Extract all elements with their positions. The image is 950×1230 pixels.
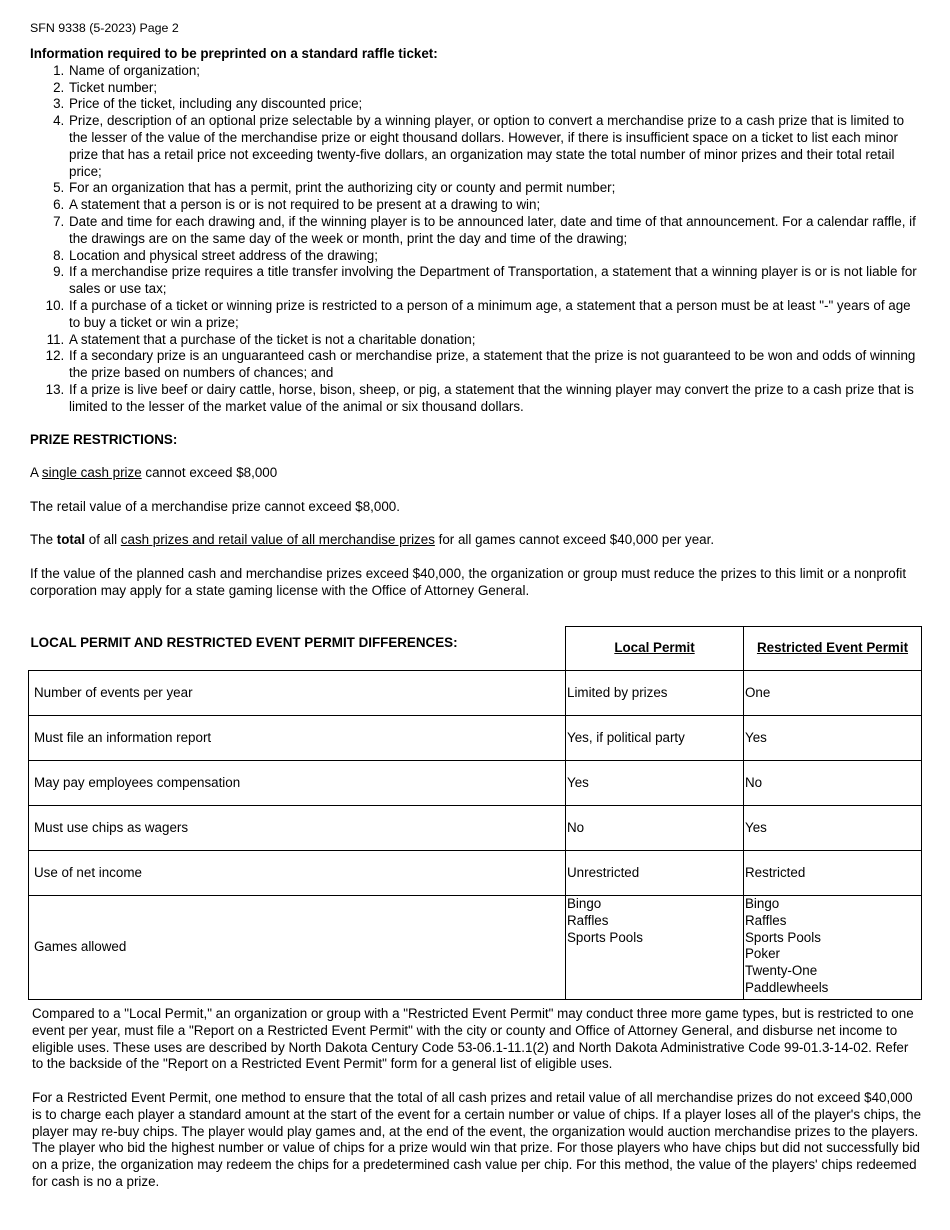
restricted-value: One	[744, 671, 922, 716]
permit-differences-table	[28, 626, 922, 1000]
local-value: Yes, if political party	[566, 716, 744, 761]
single-cash-prize-paragraph: A single cash prize cannot exceed $8,000	[30, 465, 278, 481]
form-id: SFN 9338 (5-2023) Page 2	[30, 21, 179, 35]
list-item: 12. If a secondary prize is an unguaranteed cash or merchandise prize, a statement that the prize is not guaranteed to be won and odds of winning the prize based on numbers of chances; and	[68, 348, 922, 382]
restricted-value: No	[744, 761, 922, 806]
table-header-row	[29, 627, 922, 671]
ticket-info-title: Information required to be preprinted on a standard raffle ticket:	[30, 46, 438, 61]
table-row	[29, 716, 922, 761]
column-header-restricted: Restricted Event Permit	[744, 627, 922, 671]
local-value: Unrestricted	[566, 851, 744, 896]
row-label: Number of events per year	[29, 671, 566, 716]
restricted-value: Restricted	[744, 851, 922, 896]
local-value: Limited by prizes	[566, 671, 744, 716]
merchandise-prize-paragraph: The retail value of a merchandise prize cannot exceed $8,000.	[30, 498, 400, 514]
ticket-info-list	[30, 63, 922, 416]
list-item: 11. A statement that a purchase of the ticket is not a charitable donation;	[68, 332, 922, 349]
game-item: Poker	[745, 946, 780, 962]
row-label: Use of net income	[29, 851, 566, 896]
list-item: 8. Location and physical street address of the drawing;	[68, 248, 922, 265]
local-games	[566, 896, 744, 1000]
table-row-games	[29, 896, 922, 1000]
local-value: No	[566, 806, 744, 851]
list-item: 10. If a purchase of a ticket or winning prize is restricted to a person of a minimum age, a statement that a person must be at least "-" years of age to buy a ticket or win a prize;	[68, 298, 922, 332]
list-item: 5. For an organization that has a permit, print the authorizing city or county and permit number;	[68, 180, 922, 197]
restricted-value: Yes	[744, 806, 922, 851]
list-item: 2. Ticket number;	[68, 80, 922, 97]
comparison-paragraph: Compared to a "Local Permit," an organization or group with a "Restricted Event Permit" may conduct three more game types, but is restricted to one event per year, must file a "Report on a Restricted Event Permit" with the city or county and Office of Attorney General, and disburse net income to eligible uses. These uses are described by North Dakota Century Code 53-06.1-11.1(2) and North Dakota Administrative Code 99-01.3-14-02. Refer to the backside of the "Report on a Restricted Event Permit" form for a general list of eligible uses.	[32, 1006, 914, 1072]
table-row	[29, 671, 922, 716]
table-row	[29, 761, 922, 806]
cash-and-merchandise-term: cash prizes and retail value of all merchandise prizes	[120, 532, 435, 548]
total-prize-paragraph: The total of all cash prizes and retail value of all merchandise prizes for all games cannot exceed $40,000 per year.	[30, 532, 715, 548]
row-label: Must file an information report	[29, 716, 566, 761]
list-item: 7. Date and time for each drawing and, if the winning player is to be announced later, date and time of that announcement. For a calendar raffle, if the drawings are on the same day of the week or month, print the day and time of the drawing;	[68, 214, 922, 248]
document-page	[30, 20, 922, 600]
total-term: total	[56, 532, 86, 548]
restricted-value: Yes	[744, 716, 922, 761]
notes-section	[32, 1006, 922, 1191]
row-label: Must use chips as wagers	[29, 806, 566, 851]
game-item: Sports Pools	[567, 929, 643, 945]
single-cash-prize-term: single cash prize	[41, 465, 142, 481]
table-row	[29, 806, 922, 851]
chip-method-paragraph: For a Restricted Event Permit, one method to ensure that the total of all cash prizes and retail value of all merchandise prizes do not exceed $40,000 is to charge each player a standard amount at the start of the event for a certain number or value of chips. If a player loses all of the player's chips, the player may re-buy chips. The player would play games and, at the end of the event, the organization would auction merchandise prizes to the players. The player who bid the highest number or value of chips for a prize would win that prize. For those players who have chips but did not successfully bid on a prize, the organization may redeem the chips for a predetermined cash value per chip. For this method, the value of the players' chips redeemed for cash is no a prize.	[32, 1089, 922, 1189]
game-item: Bingo	[567, 896, 602, 911]
restricted-games	[744, 896, 922, 1000]
games-allowed-label: Games allowed	[29, 896, 566, 1000]
game-item: Raffles	[567, 912, 609, 928]
list-item: 9. If a merchandise prize requires a title transfer involving the Department of Transportation, a statement that a winning player is or is not liable for sales or use tax;	[68, 264, 922, 298]
game-item: Bingo	[745, 896, 780, 911]
list-item: 6. A statement that a person is or is not required to be present at a drawing to win;	[68, 197, 922, 214]
row-label: May pay employees compensation	[29, 761, 566, 806]
game-item: Paddlewheels	[745, 979, 829, 995]
column-header-local: Local Permit	[566, 627, 744, 671]
prize-limit-paragraph: If the value of the planned cash and merchandise prizes exceed $40,000, the organization or group must reduce the prizes to this limit or a nonprofit corporation may apply for a state gaming license with the Office of Attorney General.	[30, 565, 907, 598]
list-item: 3. Price of the ticket, including any discounted price;	[68, 96, 922, 113]
prize-restrictions-title: PRIZE RESTRICTIONS:	[30, 431, 178, 447]
game-item: Raffles	[745, 912, 787, 928]
table-row	[29, 851, 922, 896]
local-value: Yes	[566, 761, 744, 806]
game-item: Twenty-One	[745, 963, 818, 979]
list-item: 4. Prize, description of an optional prize selectable by a winning player, or option to convert a merchandise prize to a cash prize that is limited to the lesser of the value of the merchandise prize or eight thousand dollars. However, if there is insufficient space on a ticket to list each minor prize that has a retail price not exceeding twenty-five dollars, an organization may state the total number of minor prizes and their total retail price;	[68, 113, 922, 180]
permit-table-title: LOCAL PERMIT AND RESTRICTED EVENT PERMIT DIFFERENCES:	[30, 634, 458, 650]
list-item: 1. Name of organization;	[68, 63, 922, 80]
list-item: 13. If a prize is live beef or dairy cattle, horse, bison, sheep, or pig, a statement that the winning player may convert the prize to a cash prize that is limited to the lesser of the market value of the animal or six thousand dollars.	[68, 382, 922, 416]
game-item: Sports Pools	[745, 929, 821, 945]
